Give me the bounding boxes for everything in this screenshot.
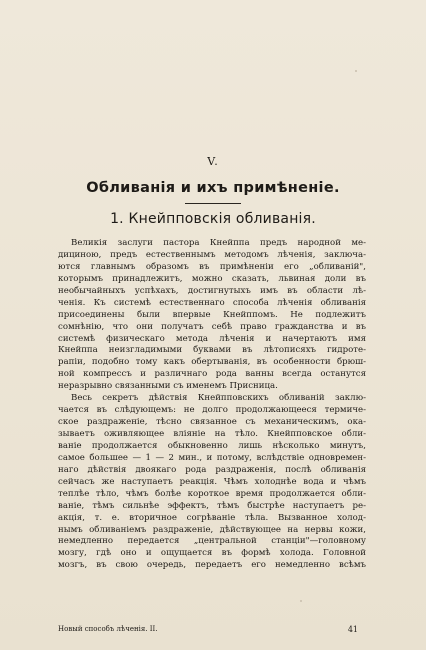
text-line: Великія заслуги пастора Кнейппа предъ народной ме- <box>71 238 366 248</box>
text-line: дициною, предъ естественнымъ методомъ лѣченія, заключа- <box>58 249 366 260</box>
text-line: мозгу, гдѣ оно и ощущается въ формѣ холода. Головной <box>58 548 366 559</box>
text-line: мозгъ, въ свою очередь, передаетъ его немедленно всѣмъ <box>58 560 366 571</box>
text-line: необычайныхъ успѣхахъ, достигнутыхъ имъ въ области лѣ- <box>58 285 366 296</box>
text-line: системѣ физическаго метода лѣченія и начертаютъ имя <box>58 333 366 344</box>
chapter-number: V. <box>207 155 219 168</box>
text-line: присоединены были впервые Кнейппомъ. Не подлежитъ <box>58 309 366 320</box>
body-text <box>58 238 366 572</box>
text-line: ское раздраженіе, тѣсно связанное съ механическимъ, ока- <box>58 417 366 428</box>
text-line: ной компрессъ и различнаго рода ванны всегда останутся <box>58 369 366 380</box>
title-divider <box>185 203 241 204</box>
text-line: немедленно передается „центральной станціи"—головному <box>58 536 366 547</box>
text-line: сомнѣнію, что они получатъ себѣ право гражданства и въ <box>58 321 366 332</box>
paper-speck <box>355 70 357 72</box>
text-line: наго дѣйствія двоякаго рода раздраженія, послѣ обливанія <box>58 464 366 475</box>
text-line: теплѣе тѣло, чѣмъ болѣе короткое время продолжается обли- <box>58 488 366 499</box>
text-line: неразрывно связанными съ именемъ Присница. <box>58 381 278 392</box>
section-title: 1. Кнейпповскія обливанія. <box>110 211 316 227</box>
text-line: которымъ принадлежитъ, можно сказать, львиная доли въ <box>58 273 366 284</box>
page-footer <box>58 625 366 633</box>
text-line: акція, т. е. вторичное согрѣваніе тѣла. Вызванное холод- <box>58 512 366 523</box>
text-line: Весь секретъ дѣйствія Кнейпповскихъ обливаній заклю- <box>71 393 366 404</box>
text-line: рапіи, подобно тому какъ обертыванія, въ особенности брюш- <box>58 357 366 368</box>
text-line: нымъ обливаніемъ раздраженіе, дѣйствующее на нервы кожи, <box>58 524 366 535</box>
page-number: 41 <box>347 625 358 634</box>
chapter-title: Обливанія и ихъ примѣненіе. <box>86 180 340 196</box>
text-line: ваніе, тѣмъ сильнѣе эффектъ, тѣмъ быстрѣе наступаетъ ре- <box>58 500 366 511</box>
text-line: ются главнымъ образомъ въ примѣненіи его „обливаній", <box>58 261 366 272</box>
text-line: ченія. Къ системѣ естественнаго способа лѣченія обливанія <box>58 297 366 308</box>
text-line: ваніе продолжается обыкновенно лишь нѣсколько минутъ, <box>58 440 366 451</box>
text-line: зываетъ оживляющее вліяніе на тѣло. Кнейпповское обли- <box>58 429 366 439</box>
text-line: чается въ слѣдующемъ: не долго продолжающееся термиче- <box>58 405 366 416</box>
paper-speck <box>300 600 302 602</box>
footer-book-title: Новый способъ лѣченія. II. <box>58 625 158 633</box>
text-line: сейчасъ же наступаетъ реакція. Чѣмъ холоднѣе вода и чѣмъ <box>58 476 366 487</box>
text-line: Кнейппа неизгладимыми буквами въ лѣтописяхъ гидроте- <box>58 345 366 356</box>
text-line: самое большее — 1 — 2 мин., и потому, вслѣдствіе одновремен- <box>58 452 366 463</box>
